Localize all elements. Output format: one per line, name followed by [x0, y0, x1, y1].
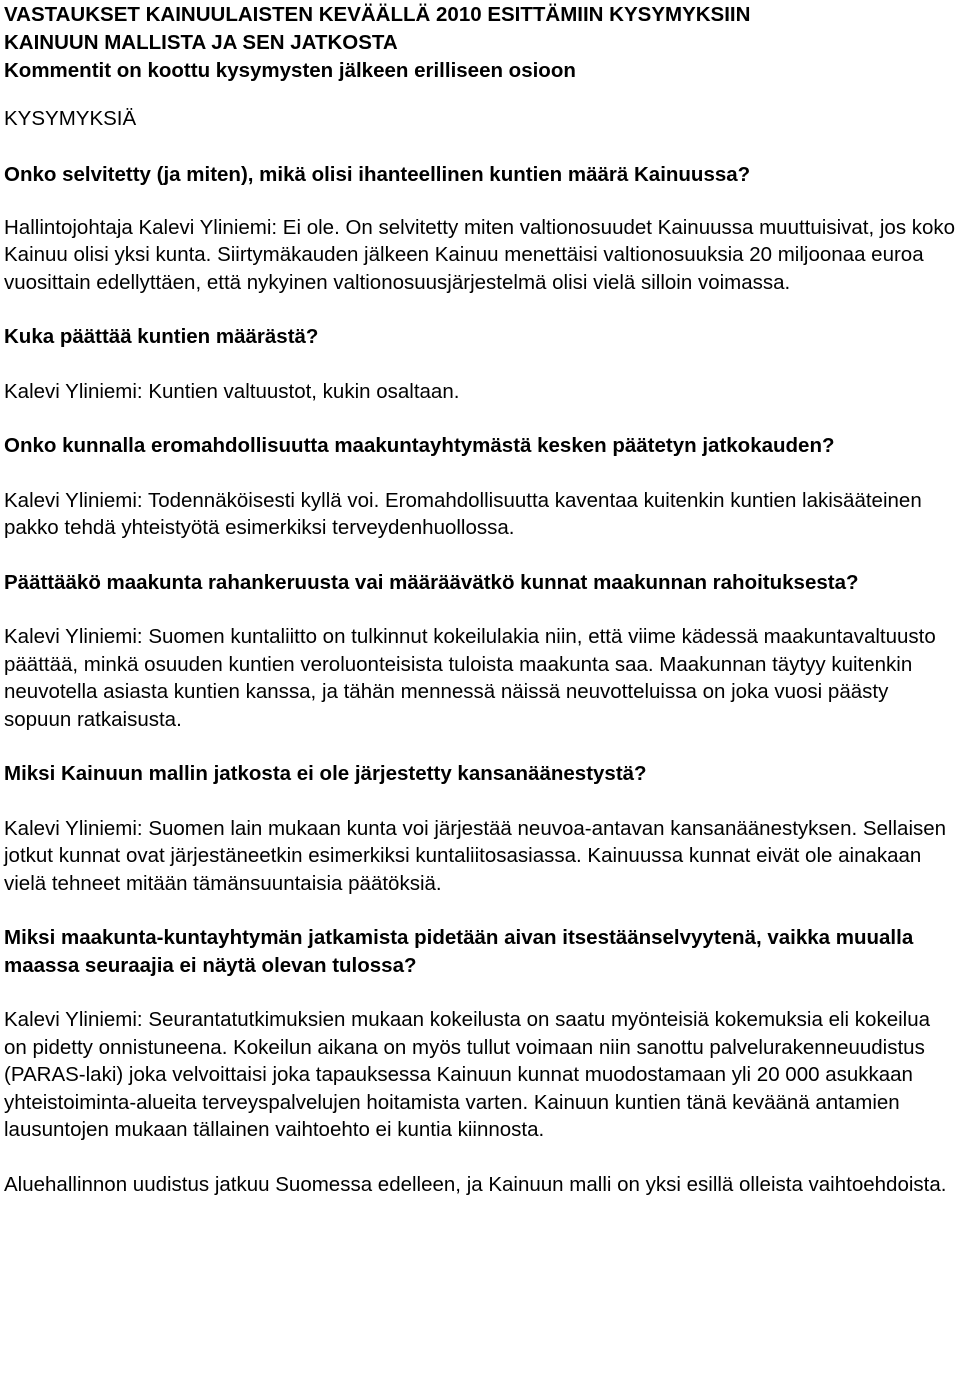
answer-4: Kalevi Yliniemi: Suomen kuntaliitto on tulkinnut kokeilulakia niin, että viime kädessä maakuntavaltuusto päättää, minkä osuuden kuntien veroluonteisista tuloista maakunta saa. Maakunnan täytyy kuitenkin neuvotella asiasta kuntien kanssa, ja tähän mennessä näissä neuvotteluissa on joka vuosi päästy sopuun ratkaisusta.	[4, 625, 936, 731]
answer-2: Kalevi Yliniemi: Kuntien valtuustot, kukin osaltaan.	[4, 379, 460, 403]
answer-6: Kalevi Yliniemi: Seurantatutkimuksien mukaan kokeilusta on saatu myönteisiä kokemuksia eli kokeilua on pidetty onnistuneena. Kokeilun aikana on myös tullut voimaan niin sanottu palvelurakenneuudistus (PARAS-laki) joka velvoittaisi joka tapauksessa Kainuun kunnat muodostamaan yli 20 000 asukkaan yhteistoiminta-alueita terveyspalvelujen hoitamista varten. Kainuun kuntien tänä keväänä antamien lausuntojen mukaan tällainen vaihtoehto ei kuntia kiinnosta.	[4, 1008, 931, 1141]
answer-1: Hallintojohtaja Kalevi Yliniemi: Ei ole. On selvitetty miten valtionosuudet Kainuussa muuttuisivat, jos koko Kainuu olisi yksi kunta. Siirtymäkauden jälkeen Kainuu menettäisi valtionosuuksia 20 miljoonaa euroa vuosittain edellyttäen, että nykyinen valtionosuusjärjestelmä olisi vielä silloin voimassa.	[4, 215, 956, 294]
document-page	[4, 0, 958, 1198]
section-heading: KYSYMYKSIÄ	[4, 107, 137, 130]
question-2: Kuka päättää kuntien määrästä?	[4, 325, 319, 348]
document-title	[4, 0, 958, 85]
question-4: Päättääkö maakunta rahankeruusta vai määräävätkö kunnat maakunnan rahoituksesta?	[4, 570, 859, 594]
closing-paragraph: Aluehallinnon uudistus jatkuu Suomessa edelleen, ja Kainuun malli on yksi esillä olleista vaihtoehdoista.	[4, 1172, 947, 1196]
subtitle-line: Kommentit on koottu kysymysten jälkeen erilliseen osioon	[4, 59, 576, 82]
title-line: VASTAUKSET KAINUULAISTEN KEVÄÄLLÄ 2010 ESITTÄMIIN KYSYMYKSIIN	[4, 3, 751, 26]
title-line: KAINUUN MALLISTA JA SEN JATKOSTA	[4, 31, 398, 54]
question-6: Miksi maakunta-kuntayhtymän jatkamista pidetään aivan itsestäänselvyytenä, vaikka muualla maassa seuraajia ei näytä olevan tulossa?	[4, 926, 914, 977]
question-3: Onko kunnalla eromahdollisuutta maakuntayhtymästä kesken päätetyn jatkokauden?	[4, 434, 835, 457]
question-1: Onko selvitetty (ja miten), mikä olisi ihanteellinen kuntien määrä Kainuussa?	[4, 163, 751, 186]
answer-5: Kalevi Yliniemi: Suomen lain mukaan kunta voi järjestää neuvoa-antavan kansanäänestyksen. Sellaisen jotkut kunnat ovat järjestäneetkin esimerkiksi kuntaliitosasiassa. Kainuussa kunnat eivät ole ainakaan vielä tehneet mitään tämänsuuntaisia päätöksiä.	[4, 816, 947, 895]
question-5: Miksi Kainuun mallin jatkosta ei ole järjestetty kansanäänestystä?	[4, 762, 647, 785]
answer-3: Kalevi Yliniemi: Todennäköisesti kyllä voi. Eromahdollisuutta kaventaa kuitenkin kuntien lakisääteinen pakko tehdä yhteistyötä esimerkiksi terveydenhuollossa.	[4, 488, 922, 539]
